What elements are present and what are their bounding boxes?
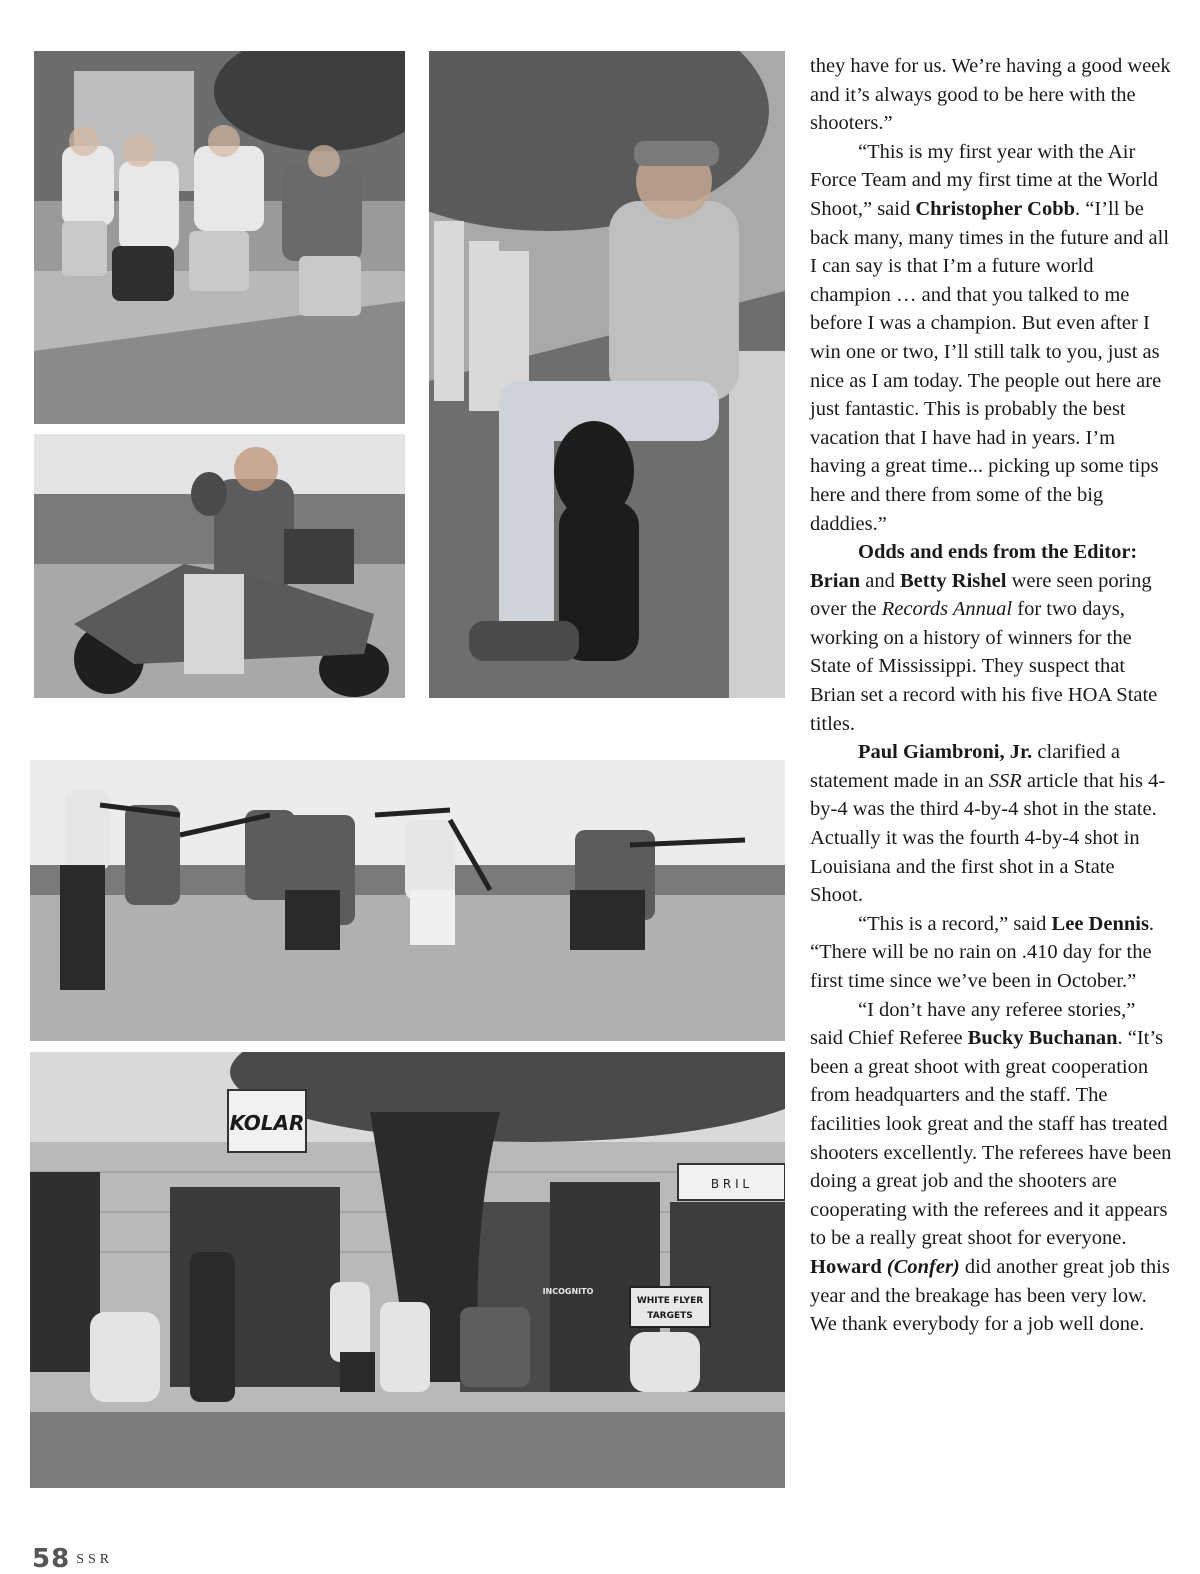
paragraph-5-text-a: “This is a record,” said bbox=[858, 912, 1052, 935]
photo-man-on-scooter bbox=[34, 434, 405, 698]
photo-shooters-line bbox=[30, 760, 785, 1041]
sign-kolar: KOLAR bbox=[229, 1111, 305, 1135]
section-heading-odds-and-ends: Odds and ends from the Editor: bbox=[858, 541, 1138, 564]
sign-targets: TARGETS bbox=[647, 1311, 693, 1321]
page-number: 58 bbox=[32, 1544, 71, 1574]
paragraph-4 bbox=[810, 738, 1172, 910]
paragraph-3-text-b: were seen poring over the bbox=[810, 569, 1152, 621]
name-christopher-cobb: Christopher Cobb bbox=[915, 197, 1076, 220]
name-lee-dennis: Lee Dennis bbox=[1051, 912, 1149, 935]
paragraph-6-text-b: . “It’s been a great shoot with great cooperation from headquarters and the staff. The facilities look great and the staff has treated shooters excellently. The referees have been doing a great job and the shooters are cooperating with the referees and it appears to be a really great shoot for everyone. bbox=[810, 1027, 1172, 1250]
paragraph-3-text-c: for two days, working on a history of winners for the State of Mississippi. They suspect that Brian set a record with his five HOA State titles. bbox=[810, 598, 1158, 735]
paragraph-3 bbox=[810, 538, 1172, 738]
paragraph-3-text-a: and bbox=[860, 569, 900, 592]
sign-white-flyer: WHITE FLYER bbox=[636, 1296, 704, 1306]
page-folio bbox=[32, 1544, 113, 1574]
paragraph-1-text: they have for us. We’re having a good week and it’s always good to be here with the shooters.” bbox=[810, 55, 1171, 135]
photo-vendor-row bbox=[30, 1052, 785, 1488]
photo-men-walking bbox=[34, 51, 405, 424]
publication-records-annual: Records Annual bbox=[881, 598, 1013, 621]
sign-incognito: INCOGNITO bbox=[542, 1287, 594, 1296]
paragraph-6-text-a: “I don’t have any referee stories,” said Chief Referee bbox=[810, 998, 1136, 1050]
name-confer: (Confer) bbox=[886, 1255, 960, 1278]
name-paul-giambroni: Paul Giambroni, Jr. bbox=[858, 741, 1033, 764]
name-bucky-buchanan: Bucky Buchanan bbox=[967, 1027, 1118, 1050]
paragraph-2-text-b: . “I’ll be back many, many times in the future and all I can say is that I’m a future world champion … and that you talked to me before I was a champion. But even after I win one or two, I’ll still talk to you, just as nice as I am today. The people out here are just fantastic. This is probably the best vacation that I have had in years. I’m having a great time... picking up some tips here and there from some of the big daddies.” bbox=[810, 197, 1170, 535]
paragraph-6-text-c: did another great job this year and the breakage has been very low. We thank everybody for a job well done. bbox=[810, 1255, 1170, 1336]
publication-ssr: SSR bbox=[988, 769, 1022, 792]
article-column bbox=[810, 52, 1172, 1339]
paragraph-5-text-b: . “There will be no rain on .410 day for the first time since we’ve been in October.” bbox=[810, 912, 1155, 992]
magazine-name: SSR bbox=[76, 1552, 114, 1567]
name-betty-rishel: Betty Rishel bbox=[899, 569, 1007, 592]
paragraph-6 bbox=[810, 996, 1172, 1339]
paragraph-5 bbox=[810, 910, 1172, 996]
paragraph-4-text-a: clarified a statement made in an bbox=[810, 741, 1120, 792]
paragraph-2 bbox=[810, 138, 1172, 538]
name-brian: Brian bbox=[810, 569, 861, 592]
name-howard: Howard bbox=[810, 1255, 882, 1278]
photo-man-with-dog bbox=[429, 51, 785, 698]
sign-briley: B R I L bbox=[710, 1177, 750, 1191]
paragraph-2-text-a: “This is my first year with the Air Force Team and my first time at the World Shoot,” said bbox=[810, 140, 1158, 220]
paragraph-4-text-b: article that his 4-by-4 was the third 4-by-4 shot in the state. Actually it was the fourth 4-by-4 shot in Louisiana and the first shot in a State Shoot. bbox=[810, 769, 1166, 907]
paragraph-1 bbox=[810, 52, 1172, 138]
